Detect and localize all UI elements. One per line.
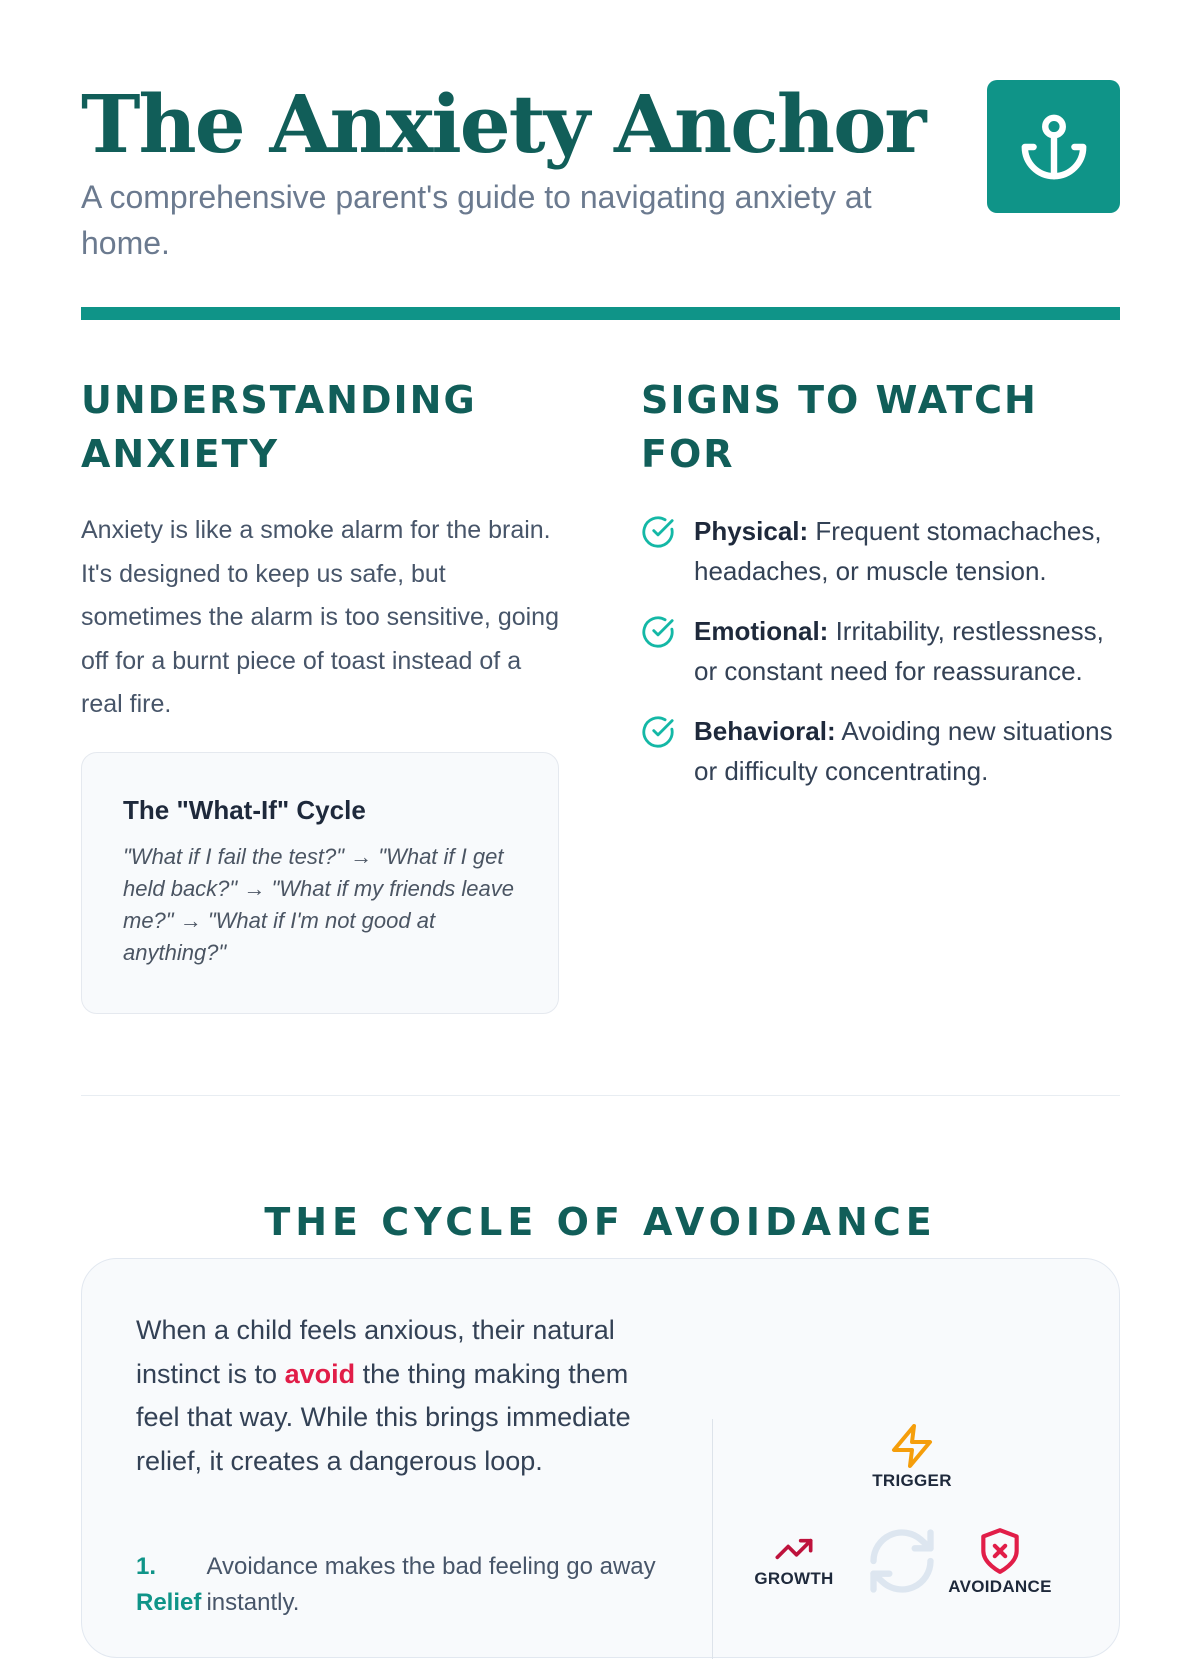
card-divider: [712, 1419, 713, 1659]
page-subtitle: A comprehensive parent's guide to navigating anxiety at home.: [81, 179, 872, 261]
check-circle-icon: [641, 515, 675, 549]
what-if-card-title: The "What-If" Cycle: [123, 794, 366, 825]
step-number: [136, 1549, 206, 1621]
sign-text: [694, 711, 1120, 791]
sign-description: Avoiding new situations or difficulty concentrating.: [694, 716, 1113, 786]
avoidance-card: [81, 1258, 1120, 1658]
logo-badge: [987, 80, 1120, 213]
check-circle-icon: [641, 615, 675, 649]
understanding-body: Anxiety is like a smoke alarm for the brain. It's designed to keep us safe, but sometimes the alarm is too sensitive, going off for a burnt piece of toast instead of a real fire.: [81, 516, 559, 718]
lightning-icon: [888, 1421, 936, 1471]
signs-list: [641, 511, 1120, 791]
section-divider: [81, 1095, 1120, 1096]
trigger-label: TRIGGER: [872, 1471, 952, 1490]
guide-page: [81, 0, 1120, 1616]
list-item: [641, 711, 1120, 791]
avoidance-body: [136, 1309, 656, 1483]
sign-label: Emotional:: [694, 616, 829, 646]
refresh-icon: [864, 1523, 940, 1599]
avoidance-heading: THE CYCLE OF AVOIDANCE: [264, 1199, 937, 1244]
list-item: [136, 1549, 656, 1621]
step-label: Relief: [136, 1589, 202, 1616]
sign-text: [694, 611, 1120, 691]
sign-description: Irritability, restlessness, or constant need for reassurance.: [694, 616, 1104, 686]
list-item: [641, 511, 1120, 591]
what-if-card: [81, 752, 559, 1014]
trending-up-icon: [769, 1529, 819, 1569]
avoid-highlight: avoid: [284, 1358, 356, 1389]
avoidance-body-start: When a child feels anxious, their natural instinct is to: [136, 1315, 615, 1389]
sign-label: Physical:: [694, 516, 809, 546]
understanding-heading: UNDERSTANDING ANXIETY: [81, 378, 477, 476]
step-text: Avoidance makes the bad feeling go away instantly.: [206, 1553, 656, 1616]
header-divider: [81, 307, 1120, 320]
cycle-center: [862, 1523, 942, 1599]
what-if-card-quote: "What if I fail the test?" → "What if I get held back?" → "What if my friends leave me?" → "What if I'm not good at anything?": [123, 843, 515, 965]
page-header: [81, 78, 1120, 320]
understanding-section: [81, 373, 561, 1014]
list-item: [641, 611, 1120, 691]
signs-section: [641, 373, 1120, 811]
signs-heading: SIGNS TO WATCH FOR: [641, 378, 1038, 476]
sign-label: Behavioral:: [694, 716, 836, 746]
avoidance-label: AVOIDANCE: [948, 1577, 1052, 1596]
growth-node: [744, 1529, 844, 1589]
avoidance-body-end: the thing making them feel that way. While this brings immediate relief, it creates a dangerous loop.: [136, 1358, 631, 1476]
sign-description: Frequent stomachaches, headaches, or muscle tension.: [694, 516, 1102, 586]
sign-text: [694, 511, 1120, 591]
page-title: The Anxiety Anchor: [81, 77, 925, 171]
step-number-text: 1.: [136, 1553, 157, 1580]
check-circle-icon: [641, 715, 675, 749]
trigger-node: [852, 1421, 972, 1491]
avoidance-node: [940, 1525, 1060, 1597]
avoidance-steps: [136, 1549, 656, 1621]
anchor-icon: [1019, 110, 1089, 184]
shield-x-icon: [975, 1525, 1025, 1577]
growth-label: GROWTH: [754, 1569, 834, 1588]
